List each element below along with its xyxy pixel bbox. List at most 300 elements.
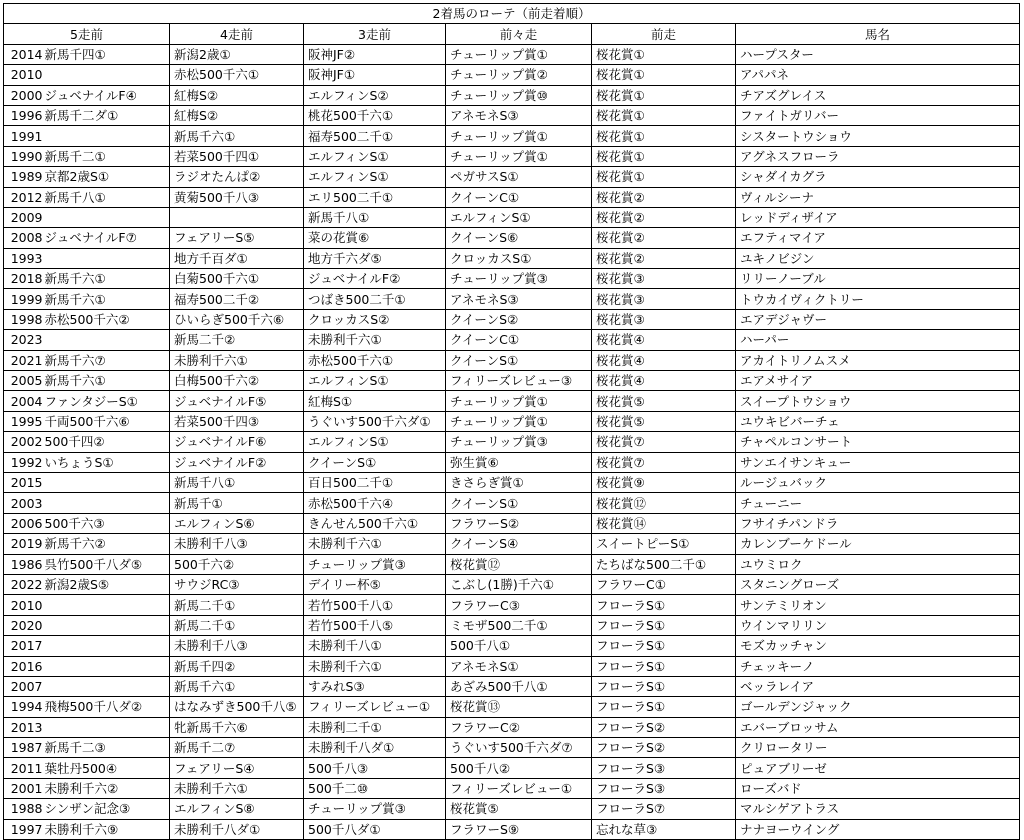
year-cell: 2004 (4, 391, 44, 411)
race-5-ago-cell: 未勝利千六⑨ (44, 819, 170, 839)
race-2-ago-cell: チューリップ賞① (446, 146, 592, 166)
table-row (4, 146, 1020, 166)
race-3-ago-cell: デイリー杯⑤ (304, 574, 446, 594)
race-3-ago-cell: 未勝利二千① (304, 717, 446, 737)
race-4-ago-cell: 未勝利千六① (170, 778, 304, 798)
table-row (4, 126, 1020, 146)
previous-race-cell: 桜花賞① (592, 65, 736, 85)
race-5-ago-cell: 飛梅500千八ダ② (44, 697, 170, 717)
year-cell: 1997 (4, 819, 44, 839)
race-4-ago-cell: 新馬千八① (170, 472, 304, 492)
race-2-ago-cell: チューリップ賞① (446, 126, 592, 146)
horse-name-cell: カレンブーケドール (736, 534, 1020, 554)
title-row (4, 4, 1020, 24)
race-2-ago-cell: クイーンS⑥ (446, 228, 592, 248)
horse-name-cell: サンエイサンキュー (736, 452, 1020, 472)
year-cell: 2011 (4, 758, 44, 778)
race-2-ago-cell: ミモザ500二千① (446, 615, 592, 635)
horse-name-cell: エアメサイア (736, 371, 1020, 391)
race-3-ago-cell: 紅梅S① (304, 391, 446, 411)
header-3-races-ago: 3走前 (304, 24, 446, 44)
race-3-ago-cell: 未勝利千八ダ① (304, 738, 446, 758)
previous-race-cell: 桜花賞③ (592, 289, 736, 309)
horse-name-cell: クリロータリー (736, 738, 1020, 758)
previous-race-cell: 桜花賞② (592, 228, 736, 248)
previous-race-cell: 桜花賞④ (592, 371, 736, 391)
horse-name-cell: ユウキビバーチェ (736, 411, 1020, 431)
race-2-ago-cell: クロッカスS① (446, 248, 592, 268)
table-row (4, 595, 1020, 615)
race-3-ago-cell: クロッカスS② (304, 309, 446, 329)
table-row (4, 228, 1020, 248)
race-4-ago-cell: 新馬千四② (170, 656, 304, 676)
race-3-ago-cell: チューリップ賞③ (304, 554, 446, 574)
horse-name-cell: リリーノーブル (736, 269, 1020, 289)
horse-name-cell: ファイトガリバー (736, 105, 1020, 125)
table-row (4, 44, 1020, 64)
race-4-ago-cell: 若菜500千四③ (170, 411, 304, 431)
year-cell: 2009 (4, 207, 44, 227)
race-3-ago-cell: 赤松500千六④ (304, 493, 446, 513)
year-cell: 1998 (4, 309, 44, 329)
race-4-ago-cell: ラジオたんぱ② (170, 167, 304, 187)
race-4-ago-cell: ひいらぎ500千六⑥ (170, 309, 304, 329)
race-3-ago-cell: エリ500二千① (304, 187, 446, 207)
year-cell: 1986 (4, 554, 44, 574)
year-cell: 2013 (4, 717, 44, 737)
horse-name-cell: アグネスフローラ (736, 146, 1020, 166)
header-4-races-ago: 4走前 (170, 24, 304, 44)
table-row (4, 799, 1020, 819)
previous-race-cell: 桜花賞① (592, 105, 736, 125)
table-row (4, 330, 1020, 350)
year-cell: 1999 (4, 289, 44, 309)
race-5-ago-cell: 新馬千六⑦ (44, 350, 170, 370)
race-5-ago-cell: 呉竹500千八ダ⑤ (44, 554, 170, 574)
race-2-ago-cell: クイーンS① (446, 350, 592, 370)
previous-race-cell: 桜花賞③ (592, 269, 736, 289)
race-2-ago-cell: フィリーズレビュー③ (446, 371, 592, 391)
horse-name-cell: スイープトウショウ (736, 391, 1020, 411)
year-cell: 2016 (4, 656, 44, 676)
race-4-ago-cell: 紅梅S② (170, 85, 304, 105)
horse-name-cell: ゴールデンジャック (736, 697, 1020, 717)
year-cell: 1989 (4, 167, 44, 187)
race-4-ago-cell: フェアリーS⑤ (170, 228, 304, 248)
year-cell: 2006 (4, 513, 44, 533)
table-row (4, 778, 1020, 798)
race-2-ago-cell: クイーンC① (446, 187, 592, 207)
horse-name-cell: マルシゲアトラス (736, 799, 1020, 819)
horse-name-cell: フサイチパンドラ (736, 513, 1020, 533)
race-4-ago-cell: 新馬二千② (170, 330, 304, 350)
race-5-ago-cell: ファンタジーS① (44, 391, 170, 411)
year-cell: 2019 (4, 534, 44, 554)
race-3-ago-cell: 未勝利千六① (304, 534, 446, 554)
race-3-ago-cell: エルフィンS① (304, 167, 446, 187)
table-row (4, 391, 1020, 411)
previous-race-cell: 桜花賞⑦ (592, 452, 736, 472)
race-3-ago-cell: うぐいす500千六ダ① (304, 411, 446, 431)
race-2-ago-cell: チューリップ賞③ (446, 269, 592, 289)
race-4-ago-cell: 若菜500千四① (170, 146, 304, 166)
race-3-ago-cell: 百日500二千① (304, 472, 446, 492)
race-2-ago-cell: きさらぎ賞① (446, 472, 592, 492)
race-3-ago-cell: 500千二⑩ (304, 778, 446, 798)
header-2-races-ago: 前々走 (446, 24, 592, 44)
year-cell: 2005 (4, 371, 44, 391)
race-5-ago-cell: 新潟2歳S⑤ (44, 574, 170, 594)
table-row (4, 85, 1020, 105)
previous-race-cell: 桜花賞⑫ (592, 493, 736, 513)
table-row (4, 371, 1020, 391)
race-2-ago-cell: アネモネS① (446, 656, 592, 676)
race-4-ago-cell: 黄菊500千八③ (170, 187, 304, 207)
race-2-ago-cell: チューリップ賞⑩ (446, 85, 592, 105)
table-row (4, 65, 1020, 85)
previous-race-cell: 桜花賞⑦ (592, 432, 736, 452)
previous-race-cell: 桜花賞① (592, 167, 736, 187)
race-3-ago-cell: 桃花500千六① (304, 105, 446, 125)
race-2-ago-cell: フラワーS② (446, 513, 592, 533)
table-row (4, 758, 1020, 778)
race-3-ago-cell: 若竹500千八① (304, 595, 446, 615)
previous-race-cell: 桜花賞④ (592, 350, 736, 370)
race-3-ago-cell: 未勝利千八① (304, 636, 446, 656)
race-5-ago-cell (44, 248, 170, 268)
year-cell: 1990 (4, 146, 44, 166)
race-5-ago-cell (44, 656, 170, 676)
race-4-ago-cell: 500千六② (170, 554, 304, 574)
race-5-ago-cell: 500千四② (44, 432, 170, 452)
race-4-ago-cell: はなみずき500千八⑤ (170, 697, 304, 717)
table-row (4, 472, 1020, 492)
race-2-ago-cell: アネモネS③ (446, 289, 592, 309)
race-3-ago-cell: 菜の花賞⑥ (304, 228, 446, 248)
race-4-ago-cell: 白菊500千六① (170, 269, 304, 289)
previous-race-cell: フローラS⑦ (592, 799, 736, 819)
year-cell: 2007 (4, 676, 44, 696)
race-4-ago-cell: 新潟2歳① (170, 44, 304, 64)
year-cell: 2014 (4, 44, 44, 64)
race-2-ago-cell: クイーンS④ (446, 534, 592, 554)
horse-name-cell: ベッラレイア (736, 676, 1020, 696)
race-5-ago-cell (44, 126, 170, 146)
race-4-ago-cell: サウジRC③ (170, 574, 304, 594)
horse-name-cell: ルージュバック (736, 472, 1020, 492)
table-row (4, 717, 1020, 737)
horse-name-cell: シャダイカグラ (736, 167, 1020, 187)
race-2-ago-cell: 桜花賞⑫ (446, 554, 592, 574)
race-5-ago-cell: ジュベナイルF④ (44, 85, 170, 105)
race-3-ago-cell: ジュベナイルF② (304, 269, 446, 289)
previous-race-cell: 桜花賞⑭ (592, 513, 736, 533)
table-body (4, 44, 1020, 839)
table-row (4, 289, 1020, 309)
horse-name-cell: ピュアブリーゼ (736, 758, 1020, 778)
race-2-ago-cell: チューリップ賞③ (446, 432, 592, 452)
table-row (4, 697, 1020, 717)
previous-race-cell: フローラS① (592, 615, 736, 635)
race-5-ago-cell (44, 717, 170, 737)
year-cell: 2001 (4, 778, 44, 798)
previous-race-cell: 桜花賞② (592, 207, 736, 227)
previous-race-cell: スイートピーS① (592, 534, 736, 554)
table-row (4, 167, 1020, 187)
race-3-ago-cell: 未勝利千六① (304, 656, 446, 676)
header-5-races-ago: 5走前 (4, 24, 170, 44)
horse-name-cell: モズカッチャン (736, 636, 1020, 656)
previous-race-cell: フローラS① (592, 697, 736, 717)
race-5-ago-cell: 新馬千二③ (44, 738, 170, 758)
previous-race-cell: 桜花賞⑤ (592, 411, 736, 431)
year-cell: 2018 (4, 269, 44, 289)
race-3-ago-cell: エルフィンS① (304, 371, 446, 391)
year-cell: 2012 (4, 187, 44, 207)
horse-name-cell: シスタートウショウ (736, 126, 1020, 146)
race-4-ago-cell: 新馬千二⑦ (170, 738, 304, 758)
race-5-ago-cell: シンザン記念③ (44, 799, 170, 819)
year-cell: 2010 (4, 595, 44, 615)
previous-race-cell: 桜花賞② (592, 187, 736, 207)
race-2-ago-cell: チューリップ賞① (446, 391, 592, 411)
year-cell: 2020 (4, 615, 44, 635)
table-row (4, 819, 1020, 839)
year-cell: 1996 (4, 105, 44, 125)
table-row (4, 554, 1020, 574)
header-row (4, 24, 1020, 44)
horse-name-cell: エアデジャヴー (736, 309, 1020, 329)
year-cell: 2023 (4, 330, 44, 350)
race-4-ago-cell: 赤松500千六① (170, 65, 304, 85)
horse-name-cell: エフティマイア (736, 228, 1020, 248)
horse-name-cell: チアズグレイス (736, 85, 1020, 105)
year-cell: 1991 (4, 126, 44, 146)
horse-name-cell: チューニー (736, 493, 1020, 513)
race-3-ago-cell: 未勝利千六① (304, 330, 446, 350)
race-5-ago-cell (44, 595, 170, 615)
rotation-table (3, 3, 1020, 840)
year-cell: 2015 (4, 472, 44, 492)
table-row (4, 187, 1020, 207)
year-cell: 2010 (4, 65, 44, 85)
race-3-ago-cell: 地方千六ダ⑤ (304, 248, 446, 268)
table-title: 2着馬のローテ（前走着順） (4, 4, 1020, 24)
race-4-ago-cell: 新馬千六① (170, 676, 304, 696)
race-3-ago-cell: 赤松500千六① (304, 350, 446, 370)
race-4-ago-cell: 白梅500千六② (170, 371, 304, 391)
table-row (4, 432, 1020, 452)
race-3-ago-cell: 福寿500二千① (304, 126, 446, 146)
previous-race-cell: フローラS③ (592, 758, 736, 778)
year-cell: 2022 (4, 574, 44, 594)
year-cell: 2021 (4, 350, 44, 370)
year-cell: 1992 (4, 452, 44, 472)
horse-name-cell: ローズバド (736, 778, 1020, 798)
race-2-ago-cell: チューリップ賞① (446, 411, 592, 431)
race-3-ago-cell: 新馬千八① (304, 207, 446, 227)
previous-race-cell: フローラS① (592, 636, 736, 656)
horse-name-cell: スタニングローズ (736, 574, 1020, 594)
previous-race-cell: フローラS② (592, 738, 736, 758)
horse-name-cell: ウインマリリン (736, 615, 1020, 635)
race-5-ago-cell: ジュベナイルF⑦ (44, 228, 170, 248)
year-cell: 2000 (4, 85, 44, 105)
table-row (4, 350, 1020, 370)
previous-race-cell: 桜花賞① (592, 44, 736, 64)
table-row (4, 452, 1020, 472)
year-cell: 2002 (4, 432, 44, 452)
race-5-ago-cell: 新馬千四① (44, 44, 170, 64)
table-row (4, 574, 1020, 594)
race-2-ago-cell: 500千八② (446, 758, 592, 778)
year-cell: 2017 (4, 636, 44, 656)
horse-name-cell: ユキノビジン (736, 248, 1020, 268)
horse-name-cell: ヴィルシーナ (736, 187, 1020, 207)
race-5-ago-cell (44, 636, 170, 656)
horse-name-cell: エバーブロッサム (736, 717, 1020, 737)
race-2-ago-cell: うぐいす500千六ダ⑦ (446, 738, 592, 758)
previous-race-cell: フローラS② (592, 717, 736, 737)
previous-race-cell: 桜花賞① (592, 126, 736, 146)
race-5-ago-cell (44, 207, 170, 227)
table-row (4, 656, 1020, 676)
race-3-ago-cell: エルフィンS② (304, 85, 446, 105)
previous-race-cell: 桜花賞⑤ (592, 391, 736, 411)
horse-name-cell: チェッキーノ (736, 656, 1020, 676)
previous-race-cell: 桜花賞① (592, 146, 736, 166)
table-row (4, 411, 1020, 431)
header-horse-name: 馬名 (736, 24, 1020, 44)
horse-name-cell: ナナヨーウイング (736, 819, 1020, 839)
race-3-ago-cell: 500千八③ (304, 758, 446, 778)
previous-race-cell: フラワーC① (592, 574, 736, 594)
year-cell: 1987 (4, 738, 44, 758)
horse-name-cell: ユウミロク (736, 554, 1020, 574)
race-2-ago-cell: クイーンC① (446, 330, 592, 350)
table-row (4, 269, 1020, 289)
race-4-ago-cell: 未勝利千八③ (170, 534, 304, 554)
race-3-ago-cell: すみれS③ (304, 676, 446, 696)
race-2-ago-cell: アネモネS③ (446, 105, 592, 125)
table-row (4, 105, 1020, 125)
race-2-ago-cell: チューリップ賞① (446, 44, 592, 64)
race-2-ago-cell: 桜花賞⑤ (446, 799, 592, 819)
previous-race-cell: 桜花賞① (592, 85, 736, 105)
year-cell: 1995 (4, 411, 44, 431)
race-4-ago-cell (170, 207, 304, 227)
year-cell: 1988 (4, 799, 44, 819)
race-5-ago-cell: 京都2歳S① (44, 167, 170, 187)
race-4-ago-cell: ジュベナイルF⑥ (170, 432, 304, 452)
race-3-ago-cell: 若竹500千八⑤ (304, 615, 446, 635)
race-2-ago-cell: フラワーC③ (446, 595, 592, 615)
previous-race-cell: フローラS③ (592, 778, 736, 798)
race-2-ago-cell: クイーンS① (446, 493, 592, 513)
race-3-ago-cell: 阪神JF① (304, 65, 446, 85)
race-4-ago-cell: 未勝利千六① (170, 350, 304, 370)
race-2-ago-cell: フラワーC② (446, 717, 592, 737)
race-2-ago-cell: 弥生賞⑥ (446, 452, 592, 472)
race-5-ago-cell: 新馬千二ダ① (44, 105, 170, 125)
previous-race-cell: 桜花賞② (592, 248, 736, 268)
race-2-ago-cell: フィリーズレビュー① (446, 778, 592, 798)
race-4-ago-cell: ジュベナイルF⑤ (170, 391, 304, 411)
race-5-ago-cell: 新馬千八① (44, 187, 170, 207)
race-2-ago-cell: チューリップ賞② (446, 65, 592, 85)
race-5-ago-cell: 赤松500千六② (44, 309, 170, 329)
table-row (4, 207, 1020, 227)
race-4-ago-cell: 福寿500二千② (170, 289, 304, 309)
race-5-ago-cell (44, 493, 170, 513)
race-5-ago-cell: 新馬千六① (44, 371, 170, 391)
race-5-ago-cell: 葉牡丹500④ (44, 758, 170, 778)
table-row (4, 309, 1020, 329)
previous-race-cell: たちばな500二千① (592, 554, 736, 574)
horse-name-cell: アパパネ (736, 65, 1020, 85)
horse-name-cell: トウカイヴィクトリー (736, 289, 1020, 309)
race-4-ago-cell: 新馬二千① (170, 615, 304, 635)
previous-race-cell: 桜花賞③ (592, 309, 736, 329)
table-row (4, 493, 1020, 513)
race-5-ago-cell: 新馬千二① (44, 146, 170, 166)
race-4-ago-cell: 紅梅S② (170, 105, 304, 125)
race-5-ago-cell: 未勝利千六② (44, 778, 170, 798)
horse-name-cell: チャペルコンサート (736, 432, 1020, 452)
race-3-ago-cell: つばき500二千① (304, 289, 446, 309)
race-5-ago-cell (44, 65, 170, 85)
race-4-ago-cell: 新馬千① (170, 493, 304, 513)
horse-name-cell: レッドディザイア (736, 207, 1020, 227)
race-5-ago-cell (44, 676, 170, 696)
race-4-ago-cell: ジュベナイルF② (170, 452, 304, 472)
spreadsheet (3, 3, 1019, 840)
year-cell: 1994 (4, 697, 44, 717)
race-2-ago-cell: クイーンS② (446, 309, 592, 329)
table-row (4, 676, 1020, 696)
horse-name-cell: ハープスター (736, 44, 1020, 64)
table-row (4, 738, 1020, 758)
race-3-ago-cell: チューリップ賞③ (304, 799, 446, 819)
race-2-ago-cell: エルフィンS① (446, 207, 592, 227)
race-2-ago-cell: ペガサスS① (446, 167, 592, 187)
race-4-ago-cell: 新馬千六① (170, 126, 304, 146)
year-cell: 1993 (4, 248, 44, 268)
previous-race-cell: フローラS① (592, 656, 736, 676)
race-4-ago-cell: フェアリーS④ (170, 758, 304, 778)
previous-race-cell: 桜花賞④ (592, 330, 736, 350)
race-3-ago-cell: エルフィンS① (304, 432, 446, 452)
race-5-ago-cell (44, 615, 170, 635)
race-5-ago-cell (44, 330, 170, 350)
race-5-ago-cell: 500千六③ (44, 513, 170, 533)
race-4-ago-cell: 未勝利千八ダ① (170, 819, 304, 839)
table-row (4, 513, 1020, 533)
previous-race-cell: 桜花賞⑨ (592, 472, 736, 492)
race-3-ago-cell: エルフィンS① (304, 146, 446, 166)
race-4-ago-cell: 新馬二千① (170, 595, 304, 615)
race-5-ago-cell: 新馬千六① (44, 289, 170, 309)
race-2-ago-cell: こぶし(1勝)千六① (446, 574, 592, 594)
race-3-ago-cell: きんせん500千六① (304, 513, 446, 533)
race-2-ago-cell: フラワーS⑨ (446, 819, 592, 839)
previous-race-cell: 忘れな草③ (592, 819, 736, 839)
race-4-ago-cell: 地方千百ダ① (170, 248, 304, 268)
race-5-ago-cell: 新馬千六① (44, 269, 170, 289)
table-row (4, 636, 1020, 656)
previous-race-cell: フローラS① (592, 676, 736, 696)
race-5-ago-cell (44, 472, 170, 492)
